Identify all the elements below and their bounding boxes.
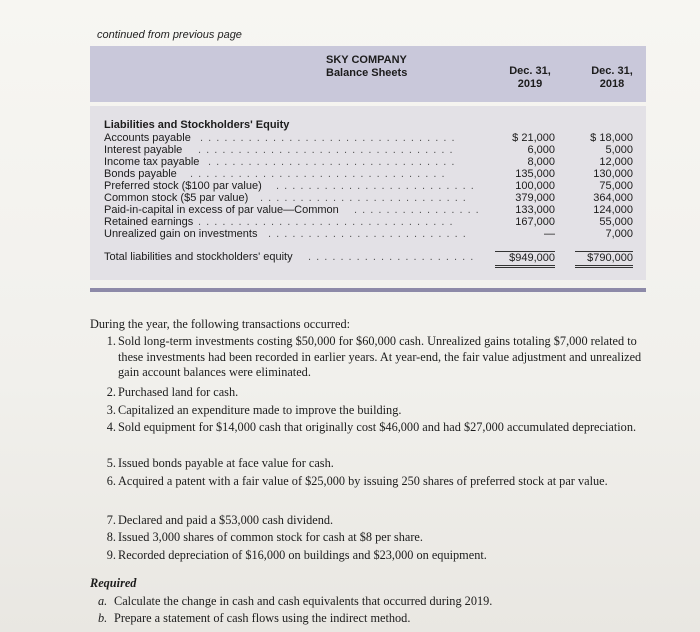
- statement-name: Balance Sheets: [326, 67, 408, 79]
- column-header-2019-line2: 2019: [517, 78, 543, 90]
- value-2018: 130,000: [593, 168, 633, 180]
- value-2019: 379,000: [515, 192, 555, 204]
- total-label: Total liabilities and stockholders' equity: [104, 251, 293, 263]
- row-label: Retained earnings: [104, 216, 194, 228]
- required-letter: b.: [98, 611, 108, 625]
- leader-dots: . . . . . . . . . . . . . . . . . . . . .: [308, 251, 475, 263]
- section-title: Liabilities and Stockholders' Equity: [104, 119, 290, 131]
- leader-dots: . . . . . . . . . . . . . . . .: [354, 204, 480, 216]
- column-header-2018-line1: Dec. 31,: [591, 65, 633, 77]
- column-header-2019: [495, 65, 565, 91]
- value-2019: 135,000: [515, 168, 555, 180]
- column-header-2018-line2: 2018: [599, 78, 625, 90]
- value-2018: $ 18,000: [590, 132, 633, 144]
- required-text: Calculate the change in cash and cash equivalents that occurred during 2019.: [114, 594, 493, 608]
- item-text: Sold equipment for $14,000 cash that originally cost $46,000 and had $27,000 accumulated depreciation.: [118, 420, 637, 434]
- item-text: Recorded depreciation of $16,000 on buildings and $23,000 on equipment.: [118, 548, 487, 562]
- row-label: Preferred stock ($100 par value): [104, 180, 262, 192]
- balance-sheet-table: [90, 46, 646, 292]
- value-2018: 124,000: [593, 204, 633, 216]
- leader-dots: . . . . . . . . . . . . . . . . . . . . . . . . . . . . . . . .: [198, 144, 454, 156]
- value-2018: 364,000: [593, 192, 633, 204]
- leader-dots: . . . . . . . . . . . . . . . . . . . . . . . . . . . . . . .: [208, 156, 456, 168]
- table-row: [90, 228, 646, 241]
- row-label: Unrealized gain on investments: [104, 228, 258, 240]
- item-number: 9.: [106, 548, 116, 562]
- table-bottom-rule: [90, 288, 646, 292]
- item-number: 8.: [106, 530, 116, 544]
- item-text: Issued bonds payable at face value for cash.: [118, 456, 334, 470]
- transactions-intro: During the year, the following transactions occurred:: [90, 317, 351, 331]
- required-item: [98, 611, 410, 626]
- leader-dots: . . . . . . . . . . . . . . . . . . . . . . . . . . . . . . . .: [190, 168, 446, 180]
- item-number: 2.: [106, 385, 116, 399]
- value-2018: 7,000: [605, 228, 633, 240]
- leader-dots: . . . . . . . . . . . . . . . . . . . . . . . . . .: [260, 192, 467, 204]
- item-number: 4.: [106, 420, 116, 434]
- row-label: Paid-in-capital in excess of par value—Common: [104, 204, 339, 216]
- item-text: Issued 3,000 shares of common stock for cash at $8 per share.: [118, 530, 423, 544]
- column-header-2019-line1: Dec. 31,: [509, 65, 551, 77]
- row-label: Income tax payable: [104, 156, 200, 168]
- item-text: Sold long-term investments costing $50,000 for $60,000 cash. Unrealized gains totaling $7,000 related to these investments had been recorded in earlier years. At year-end, the fair value adjustment and unrealized gain account balances were eliminated.: [118, 334, 642, 379]
- leader-dots: . . . . . . . . . . . . . . . . . . . . . . . . .: [276, 180, 475, 192]
- value-2019: —: [544, 228, 555, 240]
- item-text: Capitalized an expenditure made to improve the building.: [118, 403, 402, 417]
- value-2019: 167,000: [515, 216, 555, 228]
- value-2019: 133,000: [515, 204, 555, 216]
- row-label: Accounts payable: [104, 132, 191, 144]
- required-letter: a.: [98, 594, 108, 608]
- item-text: Acquired a patent with a fair value of $25,000 by issuing 250 shares of preferred stock at par value.: [118, 474, 608, 488]
- value-2019: 8,000: [527, 156, 555, 168]
- continued-note: continued from previous page: [97, 29, 242, 41]
- total-2019: $949,000: [495, 251, 555, 268]
- column-header-2018: [577, 65, 647, 91]
- required-heading: Required: [90, 576, 137, 590]
- value-2018: 12,000: [599, 156, 633, 168]
- total-row: [90, 251, 646, 265]
- value-2019: 6,000: [527, 144, 555, 156]
- row-label: Common stock ($5 par value): [104, 192, 249, 204]
- value-2018: 55,000: [599, 216, 633, 228]
- total-2018: $790,000: [575, 251, 633, 268]
- value-2019: $ 21,000: [512, 132, 555, 144]
- item-number: 1.: [106, 334, 116, 348]
- value-2019: 100,000: [515, 180, 555, 192]
- company-name: SKY COMPANY: [326, 54, 407, 66]
- row-label: Bonds payable: [104, 168, 177, 180]
- value-2018: 75,000: [599, 180, 633, 192]
- leader-dots: . . . . . . . . . . . . . . . . . . . . . . . . . . . . . . . .: [198, 216, 454, 228]
- value-2018: 5,000: [605, 144, 633, 156]
- item-number: 3.: [106, 403, 116, 417]
- item-number: 7.: [106, 513, 116, 527]
- item-number: 5.: [106, 456, 116, 470]
- item-number: 6.: [106, 474, 116, 488]
- required-item: [98, 594, 492, 609]
- leader-dots: . . . . . . . . . . . . . . . . . . . . . . . . . . . . . . . .: [200, 132, 456, 144]
- item-text: Declared and paid a $53,000 cash dividend.: [118, 513, 334, 527]
- required-text: Prepare a statement of cash flows using the indirect method.: [114, 611, 411, 625]
- row-label: Interest payable: [104, 144, 183, 156]
- leader-dots: . . . . . . . . . . . . . . . . . . . . . . . . .: [268, 228, 467, 240]
- item-text: Purchased land for cash.: [118, 385, 239, 399]
